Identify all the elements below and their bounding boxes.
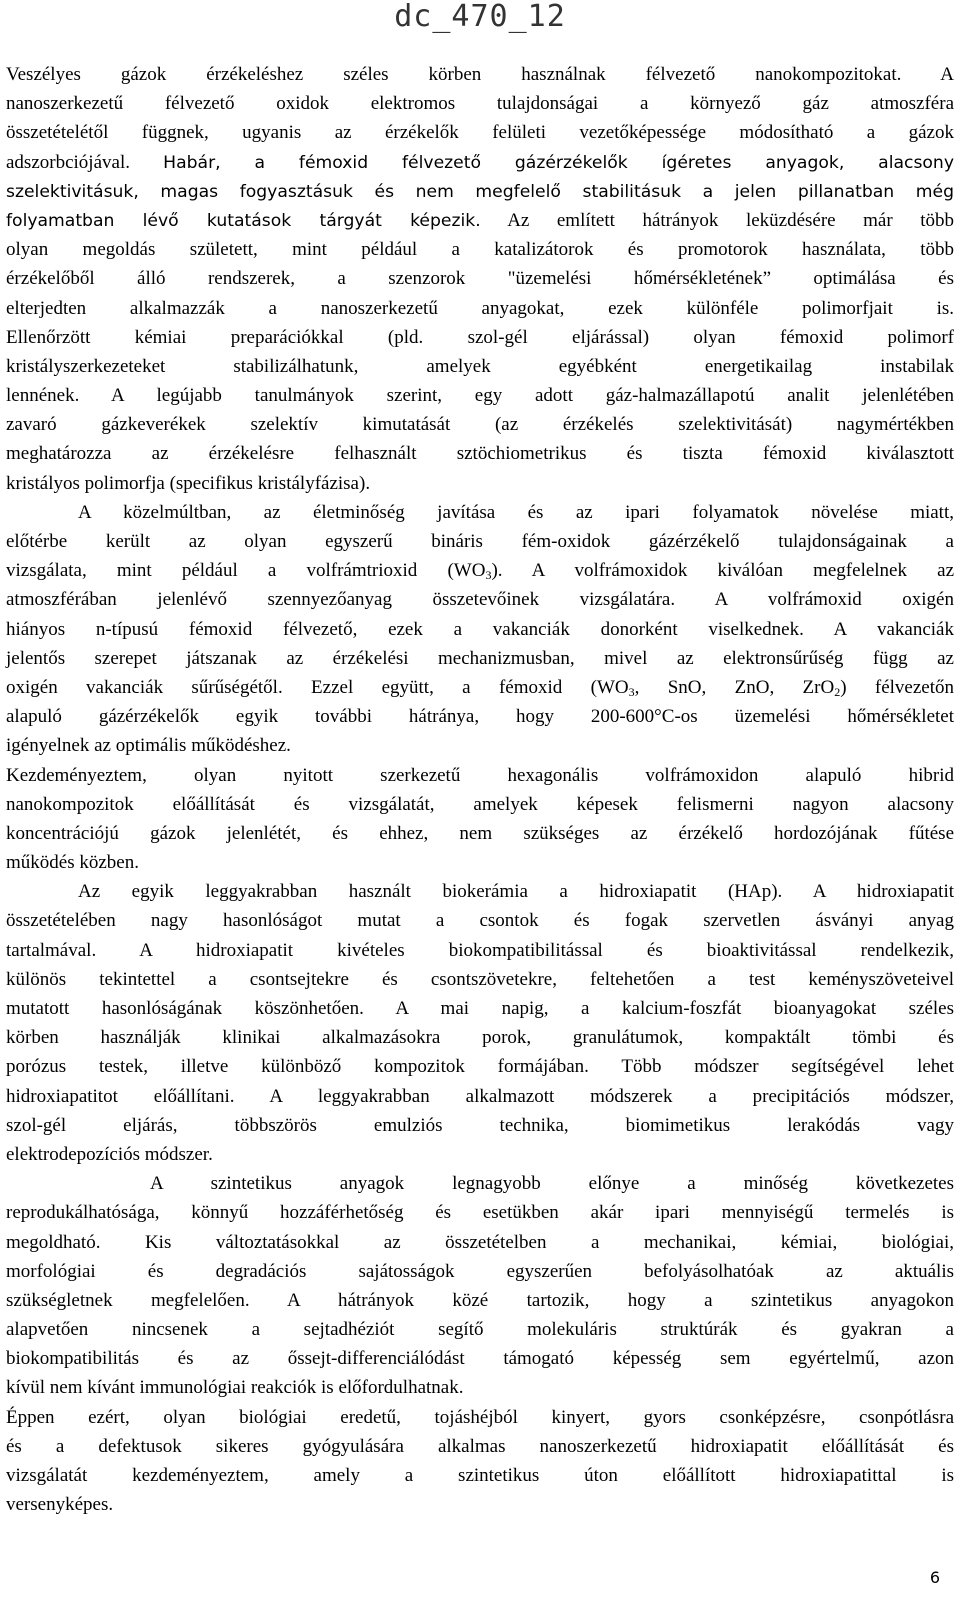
text-line [6,264,954,293]
text-line [6,1198,954,1227]
text-segment: vizsgálata, mint például a volfrámtrioxid (WO [6,560,486,582]
text-line [6,644,954,673]
text-segment: körben használják klinikai alkalmazásokra porok, granulátumok, kompaktált tömbi és [6,1027,954,1049]
text-segment: versenyképes. [6,1494,114,1516]
text-line [6,1228,954,1257]
text-segment: igényelnek az optimális működéshez. [6,735,291,757]
text-segment: Habár, a fémoxid félvezető gázérzékelők ígéretes anyagok, alacsony [163,152,954,173]
text-segment: kristályos polimorfja (specifikus kristályfázisa). [6,472,371,494]
text-line [6,206,954,235]
text-line [6,702,954,731]
text-segment: , SnO, ZnO, ZrO [634,676,835,698]
text-segment: zavaró gázkeverékek szelektív kimutatását (az érzékelés szelektivitását) nagymértékben [6,414,954,436]
text-segment: folyamatban lévő kutatások tárgyát képezik. [6,210,481,231]
text-line [6,89,954,118]
text-segment: olyan megoldás született, mint például a katalizátorok és promotorok használata, több [6,239,954,261]
text-line [6,1052,954,1081]
text-line [6,906,954,935]
text-line [6,994,954,1023]
text-line [6,177,954,206]
text-line [6,1286,954,1315]
subscript: 2 [834,684,841,699]
text-segment: ) félvezetőn [840,676,954,698]
text-segment: működés közben. [6,852,139,874]
text-line [6,381,954,410]
text-segment: alapvetően nincsenek a sejtadhéziót segítő molekuláris struktúrák és gyakran a [6,1319,954,1341]
text-segment: A szintetikus anyagok legnagyobb előnye a minőség következetes [150,1173,954,1195]
text-segment: kívül nem kívánt immunológiai reakciók is előfordulhatnak. [6,1377,464,1399]
text-line [6,1432,954,1461]
text-segment: porózus testek, illetve különböző kompozitok formájában. Több módszer segítségével lehet [6,1056,954,1078]
text-line [6,731,954,760]
text-segment: vizsgálatát kezdeményeztem, amely a szintetikus úton előállított hidroxiapatittal is [6,1465,954,1486]
text-line [6,790,954,819]
paragraph [6,60,954,498]
text-line [6,1169,954,1198]
text-line [6,1257,954,1286]
text-segment: tartalmával. A hidroxiapatit kivételes biokompatibilitással és bioaktivitással rendelkezik, [6,939,954,961]
text-segment: meghatározza az érzékelésre felhasznált sztöchiometrikus és tiszta fémoxid kiválasztott [6,443,954,465]
text-segment: ). A volfrámoxidok kiválóan megfelelnek az [491,560,955,582]
text-segment: nanokompozitok előállítását és vizsgálatát, amelyek képesek felismerni nagyon alacsony [6,793,954,815]
text-segment: összetételében nagy hasonlóságot mutat a csontok és fogak szervetlen ásványi anyag [6,910,954,932]
text-segment: reprodukálhatósága, könnyű hozzáférhetőség és esetükben akár ipari mennyiségű termelés is [6,1202,954,1224]
text-line [6,1461,954,1490]
text-line [6,1344,954,1373]
text-line [6,1315,954,1344]
text-segment: kristályszerkezeteket stabilizálhatunk, amelyek egyébként energetikailag instabilak [6,355,954,377]
text-segment: koncentrációjú gázok jelenlétét, és ehhez, nem szükséges az érzékelő hordozójának fűtése [6,822,954,844]
text-segment: hidroxiapatitot előállítani. A leggyakrabban alkalmazott módszerek a precipitációs módszer, [6,1085,954,1107]
paragraph [6,877,954,1169]
page-number: 6 [929,1568,940,1587]
text-segment: szelektivitásuk, magas fogyasztásuk és nem megfelelő stabilitásuk a jelen pillanatban még [6,181,954,202]
text-segment: és a defektusok sikeres gyógyulására alkalmas nanoszerkezetű hidroxiapatit előállítását és [6,1435,954,1457]
text-line [6,1373,954,1402]
text-line [6,615,954,644]
text-segment: hiányos n-típusú fémoxid félvezető, ezek a vakanciák donorként viselkednek. A vakanciák [6,618,954,640]
text-segment: morfológiai és degradációs sajátosságok egyszerűen befolyásolhatóak az aktuális [6,1260,954,1282]
text-line [6,585,954,614]
text-segment: különös tekintettel a csontsejtekre és csontszövetekre, feltehetően a test keményszöveteivel [6,968,954,990]
text-segment: érzékelőből álló rendszerek, a szenzorok "üzemelési hőmérsékletének” optimálása és [6,268,954,290]
paragraph [6,1169,954,1403]
text-line [6,1111,954,1140]
text-line [6,118,954,147]
text-line [6,498,954,527]
text-line [6,761,954,790]
text-segment: Éppen ezért, olyan biológiai eredetű, tojáshéjból kinyert, gyors csonképzésre, csonpótlásra [6,1406,954,1428]
text-line [6,235,954,264]
text-segment: jelentős szerepet játszanak az érzékelési mechanizmusban, mivel az elektronsűrűség függ az [6,647,954,669]
text-segment: összetételétől függnek, ugyanis az érzékelők felületi vezetőképessége módosítható a gázok [6,122,954,144]
text-line [6,294,954,323]
text-line [6,60,954,89]
text-line [6,965,954,994]
text-line [6,148,954,177]
text-line [6,936,954,965]
text-line [6,323,954,352]
text-segment: Veszélyes gázok érzékeléshez széles körben használnak félvezető nanokompozitokat. A [6,64,954,85]
text-line [6,848,954,877]
text-line [6,439,954,468]
document-id-header: dc_470_12 [394,0,566,34]
subscript: 3 [485,568,492,583]
text-segment: lennének. A legújabb tanulmányok szerint, egy adott gáz-halmazállapotú analit jelenlétében [6,385,954,407]
text-line [6,1082,954,1111]
subscript: 3 [628,684,635,699]
text-segment: nanoszerkezetű félvezető oxidok elektromos tulajdonságai a környező gáz atmoszféra [6,93,954,115]
text-segment: megoldható. Kis változtatásokkal az összetételben a mechanikai, kémiai, biológiai, [6,1231,954,1253]
text-line [6,556,954,585]
text-line [6,352,954,381]
text-segment: elterjedten alkalmazzák a nanoszerkezetű anyagokat, ezek különféle polimorfjait is. [6,297,954,319]
text-line [6,469,954,498]
text-segment: Kezdeményeztem, olyan nyitott szerkezetű hexagonális volfrámoxidon alapuló hibrid [6,764,954,786]
text-line [6,410,954,439]
text-line [6,819,954,848]
paragraph [6,498,954,761]
text-segment: Ellenőrzött kémiai preparációkkal (pld. szol-gél eljárással) olyan fémoxid polimorf [6,326,954,348]
text-line [6,673,954,702]
text-segment: oxigén vakanciák sűrűségétől. Ezzel együtt, a fémoxid (WO [6,676,629,698]
text-line [6,1490,954,1519]
text-segment: elektrodepozíciós módszer. [6,1143,213,1165]
text-segment: Az említett hátrányok leküzdésére már több [507,209,954,231]
text-segment: előtérbe került az olyan egyszerű bináris fém-oxidok gázérzékelő tulajdonságainak a [6,531,954,552]
text-segment: alapuló gázérzékelők egyik további hátránya, hogy 200-600°C-os üzemelési hőmérsékletet [6,706,954,728]
paragraph [6,1403,954,1520]
text-line [6,1140,954,1169]
text-segment: mutatott hasonlóságának köszönhetően. A mai napig, a kalcium-foszfát bioanyagokat széles [6,998,954,1019]
body-text [6,60,954,1519]
paragraph [6,761,954,878]
text-line [6,527,954,556]
text-segment: biokompatibilitás és az őssejt-differenciálódást támogató képesség sem egyértelmű, azon [6,1348,954,1370]
text-line [6,1023,954,1052]
text-line [6,1403,954,1432]
text-line [6,877,954,906]
text-segment: A közelmúltban, az életminőség javítása és az ipari folyamatok növelése miatt, [78,501,954,523]
text-segment: adszorbciójával. [6,151,130,173]
text-segment: atmoszférában jelenlévő szennyezőanyag összetevőinek vizsgálatára. A volfrámoxid oxigén [6,589,954,611]
text-segment: szol-gél eljárás, többszörös emulziós technika, biomimetikus lerakódás vagy [6,1114,954,1136]
text-segment: szükségletnek megfelelően. A hátrányok közé tartozik, hogy a szintetikus anyagokon [6,1289,954,1311]
text-segment: Az egyik leggyakrabban használt biokerámia a hidroxiapatit (HAp). A hidroxiapatit [78,881,954,903]
